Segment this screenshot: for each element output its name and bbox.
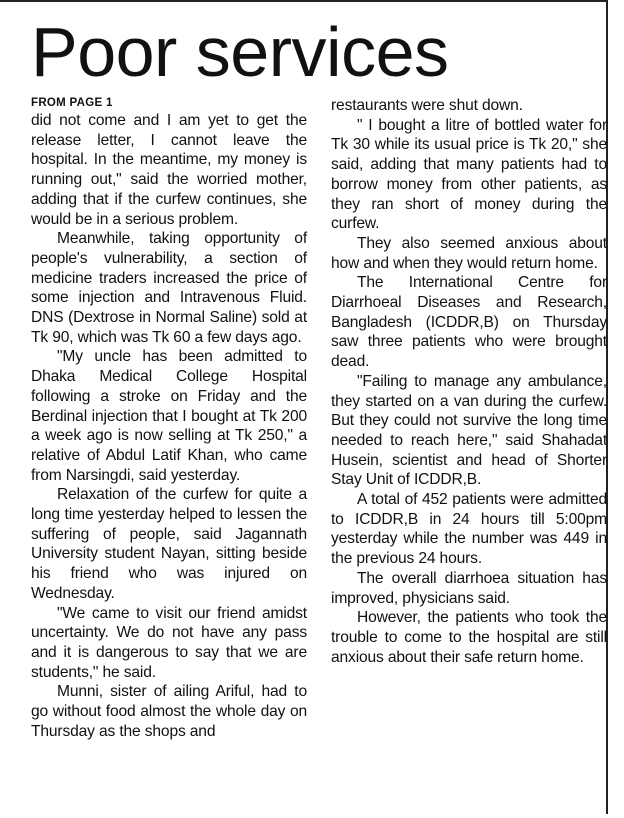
paragraph: They also seemed anxious about how and when they would return home. <box>331 234 607 272</box>
article-column-right <box>331 96 607 667</box>
paragraph: However, the patients who took the trouble to come to the hospital are still anxious about their safe return home. <box>331 609 607 666</box>
paragraph: Munni, sister of ailing Ariful, had to go without food almost the whole day on Thursday as the shops and <box>31 683 307 740</box>
paragraph: "My uncle has been admitted to Dhaka Medical College Hospital following a stroke on Friday and the Berdinal injection that I bought at Tk 200 a week ago is now selling at Tk 250," a relative of Abdul Latif Khan, who came from Narsingdi, said yesterday. <box>31 348 307 484</box>
article-column-left <box>31 96 307 742</box>
paragraph: " I bought a litre of bottled water for Tk 30 while its usual price is Tk 20," she said, adding that many patients had to borrow money from other patients, as they ran short of money during the curfew. <box>331 116 607 233</box>
paragraph: The International Centre for Diarrhoeal Diseases and Research, Bangladesh (ICDDR,B) on Thursday saw three patients who were brought dead. <box>331 274 607 371</box>
paragraph: The overall diarrhoea situation has improved, physicians said. <box>331 569 607 607</box>
paragraph: "Failing to manage any ambulance, they started on a van during the curfew. But they could not survive the long time needed to reach here," said Shahadat Husein, scientist and head of Shorter Stay Unit of ICDDR,B. <box>331 372 607 489</box>
paragraph: Meanwhile, taking opportunity of people's vulnerability, a section of medicine traders increased the price of some injection and Intravenous Fluid. DNS (Dextrose in Normal Saline) sold at Tk 90, which was Tk 60 a few days ago. <box>31 230 307 346</box>
paragraph: A total of 452 patients were admitted to ICDDR,B in 24 hours till 5:00pm yesterday while the number was 449 in the previous 24 hours. <box>331 491 607 568</box>
paragraph: restaurants were shut down. <box>331 97 523 114</box>
paragraph: Relaxation of the curfew for quite a long time yesterday helped to lessen the suffering of people, said Jagannath University student Nayan, sitting beside his friend who was injured on Wednesday. <box>31 486 307 602</box>
paragraph: "We came to visit our friend amidst uncertainty. We do not have any pass and it is dangerous to say that we are students," he said. <box>31 604 307 681</box>
jump-label: FROM PAGE 1 <box>31 97 113 109</box>
headline: Poor services <box>31 13 449 91</box>
paragraph: did not come and I am yet to get the release letter, I cannot leave the hospital. In the meantime, my money is running out," said the worried mother, adding that if the curfew continues, she would be in a serious problem. <box>31 112 307 228</box>
